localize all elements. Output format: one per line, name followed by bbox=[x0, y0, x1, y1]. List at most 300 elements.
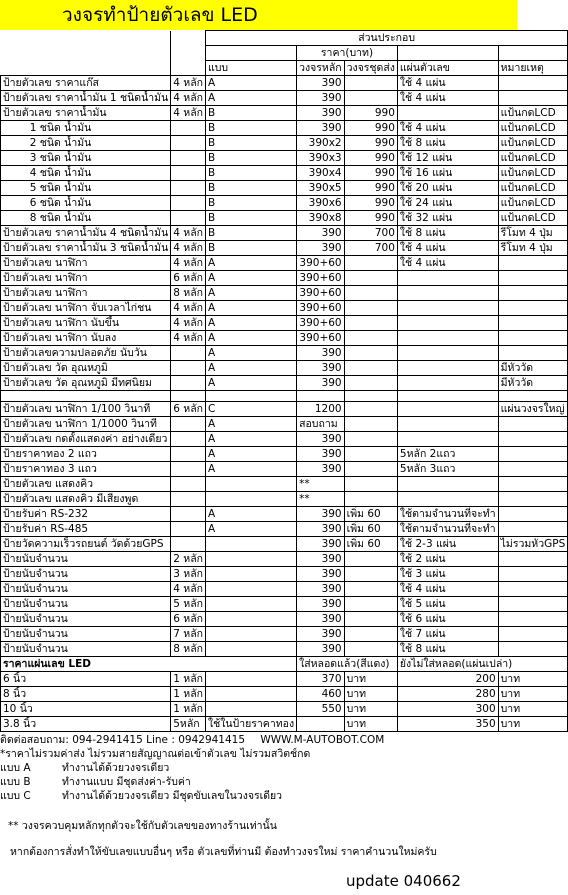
led-digits: 1 หลัก bbox=[171, 702, 206, 717]
parts-header: ส่วนประกอบ bbox=[205, 31, 567, 46]
notes-block bbox=[0, 733, 517, 803]
cell-remote-price bbox=[344, 376, 397, 391]
cell-remote-price: 990 bbox=[344, 151, 397, 166]
led-size: 6 นิ้ว bbox=[1, 672, 171, 687]
cell-main-price: 390 bbox=[297, 241, 345, 256]
cell-remote-price bbox=[344, 462, 397, 477]
cell-panel-count: ใช้ 4 แผ่น bbox=[397, 76, 498, 91]
cell-digits: 5 หลัก bbox=[171, 597, 206, 612]
cell-note bbox=[498, 432, 568, 447]
cell-item-name: ป้ายตัวเลข ราคาน้ำมัน bbox=[1, 106, 171, 121]
cell-remote-price bbox=[344, 417, 397, 432]
cell-panel-count bbox=[397, 402, 498, 417]
cell-digits bbox=[171, 432, 206, 447]
led-size: 10 นิ้ว bbox=[1, 702, 171, 717]
cell-panel-count: ใช้ 4 แผ่น bbox=[397, 91, 498, 106]
cell-item-name: ป้ายตัวเลข ราคาน้ำมัน 3 ชนิดน้ำมัน bbox=[1, 241, 171, 256]
cell-main-price: 390 bbox=[297, 522, 345, 537]
led-digits: 1 หลัก bbox=[171, 687, 206, 702]
cell-note bbox=[498, 492, 568, 507]
cell-type: A bbox=[205, 432, 296, 447]
cell-main-price: 390x4 bbox=[297, 166, 345, 181]
cell-remote-price bbox=[344, 286, 397, 301]
cell-item-name: ป้ายวัดความเร็วรถยนต์ วัดด้วยGPS bbox=[1, 537, 171, 552]
cell-type: A bbox=[205, 256, 296, 271]
cell-note bbox=[498, 522, 568, 537]
cell-note: แป้นกดLCD bbox=[498, 121, 568, 136]
header-row-parts bbox=[1, 31, 568, 46]
cell-panel-count bbox=[397, 376, 498, 391]
cell-main-price: 390 bbox=[297, 462, 345, 477]
cell-item-name: ป้ายรับค่า RS-232 bbox=[1, 507, 171, 522]
cell-main-price: 390+60 bbox=[297, 271, 345, 286]
cell-main-price: 390x2 bbox=[297, 136, 345, 151]
cell-note bbox=[498, 627, 568, 642]
cell-note: แป้นกดLCD bbox=[498, 166, 568, 181]
cell-remote-price bbox=[344, 477, 397, 492]
cell-remote-price bbox=[344, 492, 397, 507]
cell-type bbox=[205, 627, 296, 642]
cell-panel-count: ใช้ 2 แผ่น bbox=[397, 552, 498, 567]
cell-panel-count bbox=[397, 301, 498, 316]
cell-main-price: 390 bbox=[297, 121, 345, 136]
cell-main-price: 390 bbox=[297, 91, 345, 106]
cell-panel-count: ใช้ 8 แผ่น bbox=[397, 642, 498, 657]
cell-type: A bbox=[205, 507, 296, 522]
led-lit-unit: บาท bbox=[344, 687, 397, 702]
cell-main-price: 390 bbox=[297, 447, 345, 462]
cell-note bbox=[498, 76, 568, 91]
table-row bbox=[1, 256, 568, 271]
cell-main-price: 390 bbox=[297, 432, 345, 447]
cell-main-price: 390x6 bbox=[297, 196, 345, 211]
cell-type bbox=[205, 597, 296, 612]
table-row bbox=[1, 181, 568, 196]
cell-main-price: 390 bbox=[297, 361, 345, 376]
cell-note bbox=[498, 391, 568, 402]
cell-item-name: ป้ายนับจำนวน bbox=[1, 627, 171, 642]
cell-type bbox=[205, 612, 296, 627]
table-row bbox=[1, 376, 568, 391]
table-row bbox=[1, 492, 568, 507]
cell-remote-price: 990 bbox=[344, 106, 397, 121]
cell-type bbox=[205, 567, 296, 582]
cell-digits bbox=[171, 361, 206, 376]
led-blank-header: ยังไม่ใส่หลอด(แผ่นเปล่า) bbox=[397, 657, 567, 672]
table-row bbox=[1, 316, 568, 331]
cell-panel-count: ใช้ 20 แผ่น bbox=[397, 181, 498, 196]
digit-panel-header: แผ่นตัวเลข bbox=[397, 61, 498, 76]
cell-digits bbox=[171, 507, 206, 522]
cell-item-name: ป้ายราคาทอง 3 แถว bbox=[1, 462, 171, 477]
cell-note bbox=[498, 316, 568, 331]
cell-type bbox=[205, 477, 296, 492]
cell-note bbox=[498, 301, 568, 316]
cell-remote-price: 700 bbox=[344, 241, 397, 256]
cell-type bbox=[205, 642, 296, 657]
cell-type: A bbox=[205, 447, 296, 462]
cell-main-price: สอบถาม bbox=[297, 417, 345, 432]
led-lit-price: 550 bbox=[297, 702, 345, 717]
cell-digits bbox=[171, 462, 206, 477]
cell-panel-count: ใช้ 8 แผ่น bbox=[397, 136, 498, 151]
table-row bbox=[1, 507, 568, 522]
table-row bbox=[1, 106, 568, 121]
cell-type: A bbox=[205, 91, 296, 106]
cell-panel-count: ใช้ตามจำนวนที่จะทำ bbox=[397, 507, 498, 522]
table-row bbox=[1, 597, 568, 612]
cell-item-name: ป้ายตัวเลข ราคาแก๊ส bbox=[1, 76, 171, 91]
cell-item-name: 4 ชนิด น้ำมัน bbox=[1, 166, 171, 181]
contact-line bbox=[0, 733, 517, 747]
table-row bbox=[1, 447, 568, 462]
led-digits: 5หลัก bbox=[171, 717, 206, 732]
cell-panel-count: ใช้ 32 แผ่น bbox=[397, 211, 498, 226]
cell-panel-count bbox=[397, 286, 498, 301]
cell-note bbox=[498, 582, 568, 597]
cell-main-price: 390 bbox=[297, 376, 345, 391]
led-price-row bbox=[1, 717, 568, 732]
cell-digits bbox=[171, 181, 206, 196]
cell-type: A bbox=[205, 286, 296, 301]
cell-item-name: ป้ายตัวเลข นาฬิกา นับขึ้น bbox=[1, 316, 171, 331]
cell-main-price: 390 bbox=[297, 507, 345, 522]
cell-item-name: ป้ายรับค่า RS-485 bbox=[1, 522, 171, 537]
led-blank-unit: บาท bbox=[498, 717, 568, 732]
cell-remote-price bbox=[344, 447, 397, 462]
type-c-line bbox=[0, 789, 517, 803]
cell-note bbox=[498, 346, 568, 361]
cell-main-price: 390x3 bbox=[297, 151, 345, 166]
cell-note bbox=[498, 447, 568, 462]
cell-remote-price: 990 bbox=[344, 166, 397, 181]
cell-item-name: ป้ายตัวเลข นาฬิกา 1/1000 วินาที bbox=[1, 417, 171, 432]
cell-main-price: 390 bbox=[297, 346, 345, 361]
price-table bbox=[0, 30, 568, 732]
table-row bbox=[1, 567, 568, 582]
table-row bbox=[1, 582, 568, 597]
cell-main-price: 390x5 bbox=[297, 181, 345, 196]
cell-remote-price bbox=[344, 316, 397, 331]
cell-remote-price bbox=[344, 331, 397, 346]
cell-item-name: ป้ายนับจำนวน bbox=[1, 642, 171, 657]
cell-type bbox=[205, 391, 296, 402]
led-usage bbox=[205, 672, 296, 687]
exclusion-note: *ราคาไม่รวมค่าส่ง ไม่รวมสายสัญญาณต่อเข้าตัวเลข ไม่รวมสวิตช์กด bbox=[0, 748, 311, 760]
cell-note bbox=[498, 256, 568, 271]
cell-type: B bbox=[205, 211, 296, 226]
cell-item-name: ป้ายตัวเลข วัด อุณหภูมิ มีทศนิยม bbox=[1, 376, 171, 391]
cell-type: A bbox=[205, 417, 296, 432]
led-header-row bbox=[1, 657, 568, 672]
cell-remote-price bbox=[344, 567, 397, 582]
cell-type: B bbox=[205, 241, 296, 256]
type-b-desc: ทำงานแบบ มีชุดส่งค่า-รับค่า bbox=[62, 776, 191, 788]
cell-panel-count: 5หลัก 3แถว bbox=[397, 462, 498, 477]
cell-panel-count: ใช้ตามจำนวนที่จะทำ bbox=[397, 522, 498, 537]
led-blank-price: 200 bbox=[397, 672, 498, 687]
cell-remote-price bbox=[344, 91, 397, 106]
price-header: ราคา(บาท) bbox=[297, 46, 398, 61]
cell-digits: 4 หลัก bbox=[171, 582, 206, 597]
cell-remote-price bbox=[344, 346, 397, 361]
led-lit-unit: บาท bbox=[344, 672, 397, 687]
cell-note: มีหัววัด bbox=[498, 376, 568, 391]
header-row-price bbox=[1, 46, 568, 61]
table-row bbox=[1, 642, 568, 657]
header-row-columns bbox=[1, 61, 568, 76]
cell-digits: 8 หลัก bbox=[171, 642, 206, 657]
led-lit-header: ใส่หลอดแล้ว(สีแดง) bbox=[297, 657, 398, 672]
cell-panel-count: ใช้ 8 แผ่น bbox=[397, 226, 498, 241]
cell-type: B bbox=[205, 166, 296, 181]
cell-item-name: ป้ายตัวเลข นาฬิกา จับเวลาไก่ชน bbox=[1, 301, 171, 316]
type-b-line bbox=[0, 775, 517, 789]
cell-type bbox=[205, 552, 296, 567]
cell-digits bbox=[171, 166, 206, 181]
table-row bbox=[1, 402, 568, 417]
cell-type bbox=[205, 537, 296, 552]
cell-main-price: 390 bbox=[297, 537, 345, 552]
cell-remote-price bbox=[344, 642, 397, 657]
cell-main-price: 390 bbox=[297, 76, 345, 91]
led-price-row bbox=[1, 702, 568, 717]
cell-type: B bbox=[205, 121, 296, 136]
cell-panel-count bbox=[397, 477, 498, 492]
cell-type: B bbox=[205, 151, 296, 166]
cell-digits bbox=[171, 492, 206, 507]
cell-digits: 4 หลัก bbox=[171, 106, 206, 121]
cell-item-name: ป้ายนับจำนวน bbox=[1, 552, 171, 567]
led-blank-price: 300 bbox=[397, 702, 498, 717]
cell-item-name: 6 ชนิด น้ำมัน bbox=[1, 196, 171, 211]
cell-panel-count bbox=[397, 316, 498, 331]
cell-digits bbox=[171, 211, 206, 226]
table-row bbox=[1, 91, 568, 106]
cell-item-name: ป้ายราคาทอง 2 แถว bbox=[1, 447, 171, 462]
cell-note bbox=[498, 552, 568, 567]
cell-note: แป้นกดLCD bbox=[498, 136, 568, 151]
led-blank-unit: บาท bbox=[498, 702, 568, 717]
table-row bbox=[1, 612, 568, 627]
cell-digits bbox=[171, 346, 206, 361]
cell-note: แป้นกดLCD bbox=[498, 106, 568, 121]
cell-remote-price bbox=[344, 76, 397, 91]
table-row bbox=[1, 417, 568, 432]
type-a-label: แบบ A bbox=[0, 762, 31, 774]
cell-note: รีโมท 4 ปุ่ม bbox=[498, 241, 568, 256]
cell-note: รีโมท 4 ปุ่ม bbox=[498, 226, 568, 241]
cell-remote-price bbox=[344, 597, 397, 612]
cell-note bbox=[498, 462, 568, 477]
cell-main-price: 390 bbox=[297, 582, 345, 597]
table-row bbox=[1, 166, 568, 181]
cell-digits: 4 หลัก bbox=[171, 316, 206, 331]
cell-item-name: ป้ายตัวเลข นาฬิกา bbox=[1, 256, 171, 271]
led-lit-unit: บาท bbox=[344, 702, 397, 717]
cell-item-name: ป้ายนับจำนวน bbox=[1, 567, 171, 582]
cell-item-name: ป้ายตัวเลข นาฬิกา 1/100 วินาที bbox=[1, 402, 171, 417]
cell-digits: 4 หลัก bbox=[171, 91, 206, 106]
cell-main-price: 390+60 bbox=[297, 331, 345, 346]
cell-digits: 4 หลัก bbox=[171, 226, 206, 241]
cell-panel-count: ใช้ 4 แผ่น bbox=[397, 241, 498, 256]
cell-remote-price: 990 bbox=[344, 121, 397, 136]
table-row bbox=[1, 196, 568, 211]
led-title: ราคาแผ่นเลข LED bbox=[1, 657, 297, 672]
cell-remote-price: 990 bbox=[344, 181, 397, 196]
cell-panel-count: ใช้ 4 แผ่น bbox=[397, 582, 498, 597]
cell-panel-count: ใช้ 24 แผ่น bbox=[397, 196, 498, 211]
cell-type: A bbox=[205, 462, 296, 477]
cell-digits bbox=[171, 477, 206, 492]
cell-remote-price bbox=[344, 432, 397, 447]
cell-item-name: ป้ายตัวเลข นาฬิกา นับลง bbox=[1, 331, 171, 346]
cell-panel-count bbox=[397, 361, 498, 376]
cell-panel-count: ใช้ 2-3 แผ่น bbox=[397, 537, 498, 552]
cell-main-price: 390 bbox=[297, 597, 345, 612]
cell-type: A bbox=[205, 76, 296, 91]
cell-digits bbox=[171, 522, 206, 537]
cell-note: แป้นกดLCD bbox=[498, 196, 568, 211]
led-blank-price: 280 bbox=[397, 687, 498, 702]
cell-type: C bbox=[205, 402, 296, 417]
cell-main-price: 390 bbox=[297, 106, 345, 121]
cell-item-name: 8 ชนิด น้ำมัน bbox=[1, 211, 171, 226]
led-digits: 1 หลัก bbox=[171, 672, 206, 687]
cell-panel-count: ใช้ 5 แผ่น bbox=[397, 597, 498, 612]
cell-note bbox=[498, 477, 568, 492]
cell-digits bbox=[171, 121, 206, 136]
table-row bbox=[1, 432, 568, 447]
cell-digits: 4 หลัก bbox=[171, 241, 206, 256]
cell-note bbox=[498, 642, 568, 657]
cell-main-price bbox=[297, 391, 345, 402]
cell-main-price: ** bbox=[297, 477, 345, 492]
cell-item-name: 1 ชนิด น้ำมัน bbox=[1, 121, 171, 136]
cell-digits: 8 หลัก bbox=[171, 286, 206, 301]
cell-remote-price: 990 bbox=[344, 136, 397, 151]
cell-digits bbox=[171, 376, 206, 391]
cell-main-price: 390 bbox=[297, 612, 345, 627]
cell-panel-count bbox=[397, 346, 498, 361]
cell-main-price: 390 bbox=[297, 642, 345, 657]
cell-panel-count: ใช้ 7 แผ่น bbox=[397, 627, 498, 642]
cell-item-name: ป้ายตัวเลขความปลอดภัย นับวัน bbox=[1, 346, 171, 361]
cell-remote-price bbox=[344, 361, 397, 376]
cell-digits: 6 หลัก bbox=[171, 271, 206, 286]
cell-main-price: 390+60 bbox=[297, 256, 345, 271]
cell-digits: 4 หลัก bbox=[171, 301, 206, 316]
cell-note bbox=[498, 597, 568, 612]
cell-digits: 4 หลัก bbox=[171, 256, 206, 271]
led-blank-unit: บาท bbox=[498, 672, 568, 687]
cell-note: มีหัววัด bbox=[498, 361, 568, 376]
led-price-row bbox=[1, 672, 568, 687]
led-usage bbox=[205, 702, 296, 717]
cell-type: B bbox=[205, 106, 296, 121]
cell-digits bbox=[171, 537, 206, 552]
cell-note: แผ่นวงจรใหญ่ bbox=[498, 402, 568, 417]
cell-note bbox=[498, 91, 568, 106]
led-lit-price: 370 bbox=[297, 672, 345, 687]
cell-digits bbox=[171, 447, 206, 462]
cell-note bbox=[498, 331, 568, 346]
cell-remote-price bbox=[344, 256, 397, 271]
table-row bbox=[1, 552, 568, 567]
cell-item-name: ป้ายตัวเลข แสดงคิว มีเสียงพูด bbox=[1, 492, 171, 507]
cell-main-price: 1200 bbox=[297, 402, 345, 417]
cell-item-name bbox=[1, 391, 171, 402]
table-row bbox=[1, 286, 568, 301]
cell-main-price: 390+60 bbox=[297, 286, 345, 301]
table-row bbox=[1, 346, 568, 361]
cell-remote-price bbox=[344, 271, 397, 286]
type-a-line bbox=[0, 761, 517, 775]
led-blank-unit: บาท bbox=[498, 687, 568, 702]
cell-digits: 4 หลัก bbox=[171, 331, 206, 346]
table-row bbox=[1, 537, 568, 552]
led-size: 8 นิ้ว bbox=[1, 687, 171, 702]
led-size: 3.8 นิ้ว bbox=[1, 717, 171, 732]
table-row bbox=[1, 331, 568, 346]
cell-digits bbox=[171, 196, 206, 211]
cell-note bbox=[498, 612, 568, 627]
cell-panel-count: ใช้ 6 แผ่น bbox=[397, 612, 498, 627]
cell-main-price: 390+60 bbox=[297, 316, 345, 331]
cell-remote-price: เพิ่ม 60 bbox=[344, 507, 397, 522]
cell-main-price: 390 bbox=[297, 226, 345, 241]
cell-panel-count: ใช้ 16 แผ่น bbox=[397, 166, 498, 181]
cell-type: A bbox=[205, 271, 296, 286]
cell-digits: 7 หลัก bbox=[171, 627, 206, 642]
cell-digits bbox=[171, 151, 206, 166]
cell-digits: 2 หลัก bbox=[171, 552, 206, 567]
cell-item-name: ป้ายตัวเลข นาฬิกา bbox=[1, 286, 171, 301]
cell-remote-price bbox=[344, 391, 397, 402]
cell-remote-price bbox=[344, 402, 397, 417]
cell-item-name: ป้ายตัวเลข แสดงคิว bbox=[1, 477, 171, 492]
cell-remote-price: เพิ่ม 60 bbox=[344, 537, 397, 552]
cell-type: B bbox=[205, 181, 296, 196]
cell-panel-count bbox=[397, 331, 498, 346]
note-header: หมายเหตุ bbox=[498, 61, 568, 76]
cell-type: A bbox=[205, 522, 296, 537]
cell-item-name: ป้ายตัวเลข ราคาน้ำมัน 4 ชนิดน้ำมัน bbox=[1, 226, 171, 241]
led-usage: ใช้ในป้ายราคาทอง bbox=[205, 717, 296, 732]
cell-digits bbox=[171, 391, 206, 402]
cell-main-price: 390x8 bbox=[297, 211, 345, 226]
type-c-desc: ทำงานได้ด้วยวงจรเดียว มีชุดขับเลขในวงจรเดียว bbox=[62, 790, 283, 802]
table-row bbox=[1, 136, 568, 151]
cell-digits: 6 หลัก bbox=[171, 402, 206, 417]
cell-type: A bbox=[205, 301, 296, 316]
cell-item-name: ป้ายตัวเลข วัด อุณหภูมิ bbox=[1, 361, 171, 376]
cell-main-price: ** bbox=[297, 492, 345, 507]
cell-remote-price bbox=[344, 582, 397, 597]
cell-item-name: ป้ายนับจำนวน bbox=[1, 582, 171, 597]
cell-panel-count bbox=[397, 492, 498, 507]
cell-remote-price: 990 bbox=[344, 196, 397, 211]
cell-item-name: ป้ายตัวเลข นาฬิกา bbox=[1, 271, 171, 286]
cell-item-name: ป้ายตัวเลข กดตั้งแสดงค่า อย่างเดียว bbox=[1, 432, 171, 447]
cell-type: A bbox=[205, 361, 296, 376]
cell-note bbox=[498, 271, 568, 286]
sheet-title-bar bbox=[0, 0, 517, 30]
cell-panel-count: ใช้ 4 แผ่น bbox=[397, 121, 498, 136]
cell-note bbox=[498, 417, 568, 432]
table-row bbox=[1, 151, 568, 166]
